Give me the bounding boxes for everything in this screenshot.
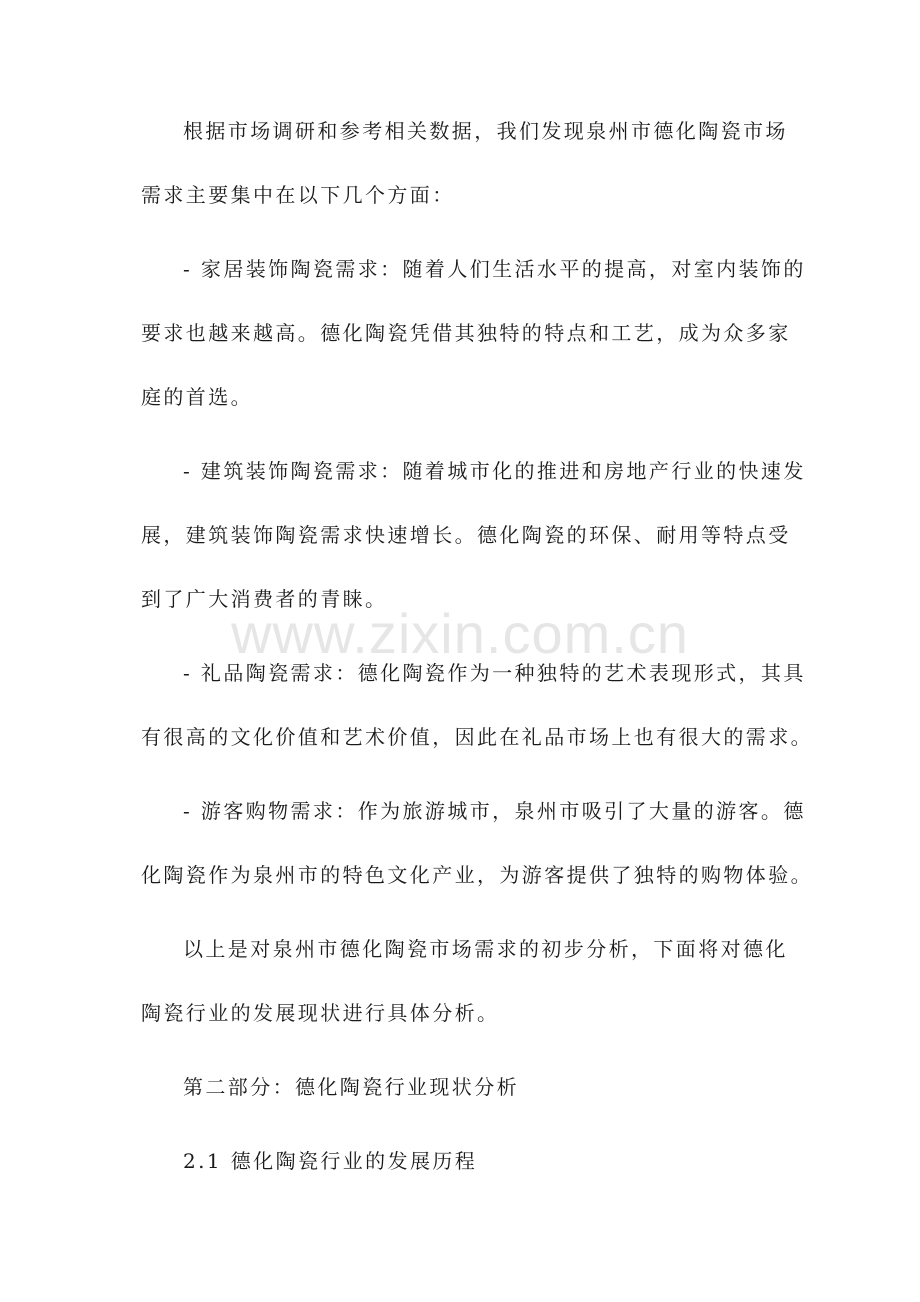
paragraph-1-line-2: 需求主要集中在以下几个方面： [141, 183, 455, 207]
paragraph-4-line-2: 有很高的文化价值和艺术价值，因此在礼品市场上也有很大的需求。 [141, 725, 813, 749]
section-heading: 第二部分：德化陶瓷行业现状分析 [183, 1075, 519, 1099]
paragraph-3-line-3: 到了广大消费者的青睐。 [141, 587, 388, 611]
paragraph-5-line-1: - 游客购物需求：作为旅游城市，泉州市吸引了大量的游客。德 [183, 799, 806, 823]
watermark: www.zixin.com.cn [231, 602, 689, 665]
paragraph-6-line-1: 以上是对泉州市德化陶瓷市场需求的初步分析，下面将对德化 [183, 937, 788, 961]
paragraph-4-line-1: - 礼品陶瓷需求：德化陶瓷作为一种独特的艺术表现形式，其具 [183, 661, 806, 685]
paragraph-1-line-1: 根据市场调研和参考相关数据，我们发现泉州市德化陶瓷市场 [183, 119, 788, 143]
paragraph-2-line-1: - 家居装饰陶瓷需求：随着人们生活水平的提高，对室内装饰的 [183, 257, 806, 281]
paragraph-2-line-2: 要求也越来越高。德化陶瓷凭借其独特的特点和工艺，成为众多家 [141, 321, 791, 345]
paragraph-6-line-2: 陶瓷行业的发展现状进行具体分析。 [141, 1001, 500, 1025]
subsection-heading: 2.1 德化陶瓷行业的发展历程 [183, 1149, 478, 1173]
paragraph-3-line-2: 展，建筑装饰陶瓷需求快速增长。德化陶瓷的环保、耐用等特点受 [141, 523, 791, 547]
paragraph-5-line-2: 化陶瓷作为泉州市的特色文化产业，为游客提供了独特的购物体验。 [141, 863, 813, 887]
paragraph-2-line-3: 庭的首选。 [141, 385, 253, 409]
paragraph-3-line-1: - 建筑装饰陶瓷需求：随着城市化的推进和房地产行业的快速发 [183, 459, 806, 483]
